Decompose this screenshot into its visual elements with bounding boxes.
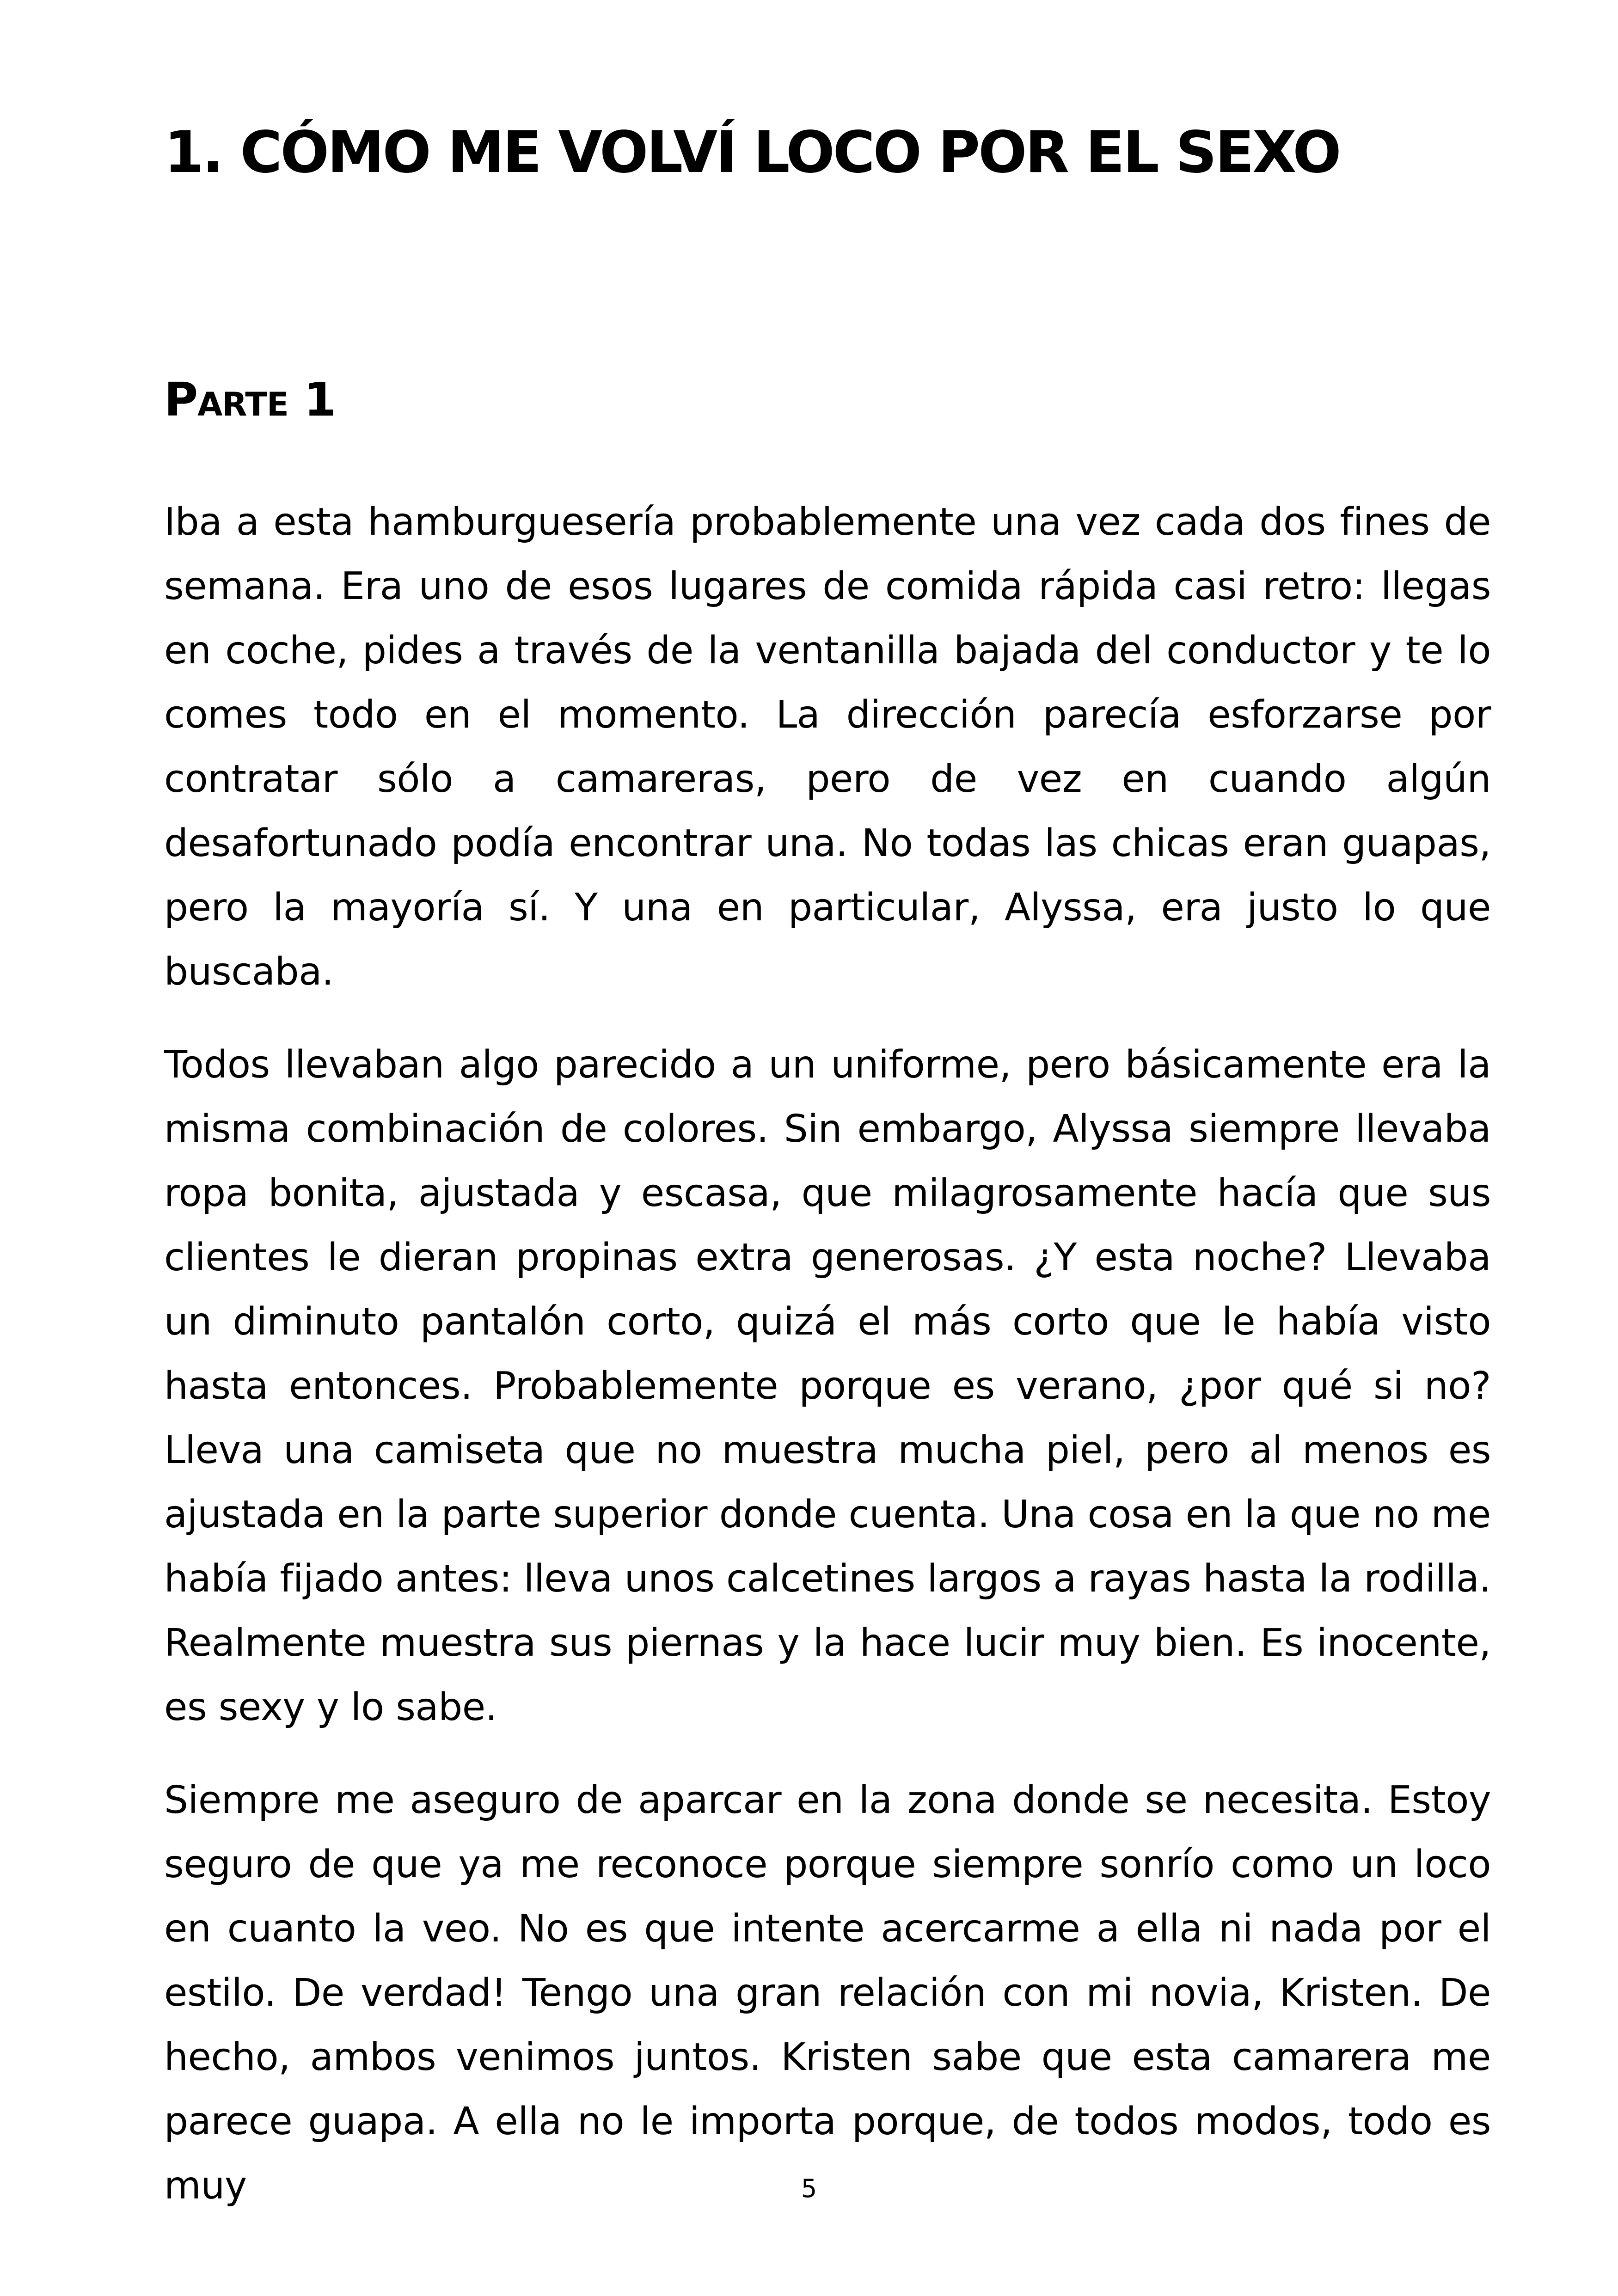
chapter-title: 1. CÓMO ME VOLVÍ LOCO POR EL SEXO bbox=[164, 119, 1340, 186]
paragraph: Iba a esta hamburguesería probablemente una vez cada dos fines de semana. Era uno de esos lugares de comida rápida casi retro: llegas en coche, pides a través de la ventanilla bajada del conductor y te lo comes todo en el momento. La dirección parecía esforzarse por contratar sólo a camareras, pero de vez en cuando algún desafortunado podía encontrar una. No todas las chicas eran guapas, pero la mayoría sí. Y una en particular, Alyssa, era justo lo que buscaba. bbox=[164, 500, 1491, 994]
section-title: Parte 1 bbox=[164, 373, 336, 427]
body-text bbox=[164, 490, 1491, 2247]
paragraph: Todos llevaban algo parecido a un uniforme, pero básicamente era la misma combinación de colores. Sin embargo, Alyssa siempre llevaba ropa bonita, ajustada y escasa, que milagrosamente hacía que sus clientes le dieran propinas extra generosas. ¿Y esta noche? Llevaba un diminuto pantalón corto, quizá el más corto que le había visto hasta entonces. Probablemente porque es verano, ¿por qué si no? Lleva una camiseta que no muestra mucha piel, pero al menos es ajustada en la parte superior donde cuenta. Una cosa en la que no me había fijado antes: lleva unos calcetines largos a rayas hasta la rodilla. Realmente muestra sus piernas y la hace lucir muy bien. Es inocente, es sexy y lo sabe. bbox=[164, 1043, 1491, 1729]
paragraph: Siempre me aseguro de aparcar en la zona donde se necesita. Estoy seguro de que ya me reconoce porque siempre sonrío como un loco en cuanto la veo. No es que intente acercarme a ella ni nada por el estilo. De verdad! Tengo una gran relación con mi novia, Kristen. De hecho, ambos venimos juntos. Kristen sabe que esta camarera me parece guapa. A ella no le importa porque, de todos modos, todo es muy bbox=[164, 1778, 1491, 2208]
page-number: 5 bbox=[801, 2174, 817, 2203]
